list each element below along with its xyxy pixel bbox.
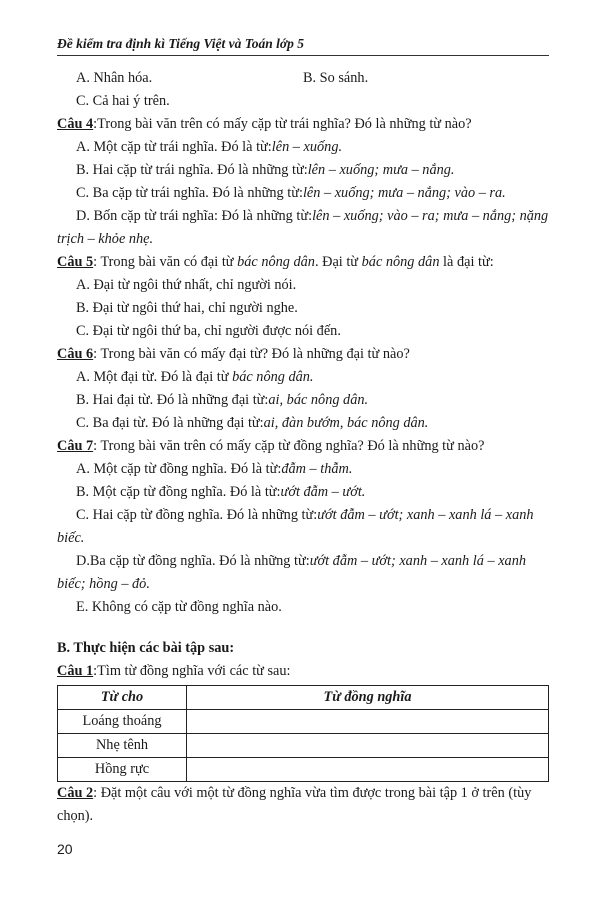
- given-word-cell: Nhẹ tênh: [58, 734, 187, 758]
- synonym-table: [57, 685, 549, 782]
- question-label: Câu 4: [57, 116, 94, 132]
- exercise-2: Câu 2: Đặt một câu với một từ đồng nghĩa vừa tìm được trong bài tập 1 ở trên (tùy chọn).: [57, 785, 532, 824]
- q7-option-c: C. Hai cặp từ đồng nghĩa. Đó là những từ:ướt đẫm – ướt; xanh – xanh lá – xanh biếc.: [57, 507, 534, 546]
- q5-option-b: B. Đại từ ngôi thứ hai, chỉ người nghe.: [76, 300, 298, 316]
- page-number: 20: [57, 841, 73, 857]
- given-word-cell: Hồng rực: [58, 758, 187, 782]
- q3-option-c: C. Cả hai ý trên.: [76, 93, 170, 109]
- q4-option-c: C. Ba cặp từ trái nghĩa. Đó là những từ:lên – xuống; mưa – nắng; vào – ra.: [76, 185, 506, 201]
- synonym-answer-cell: [187, 710, 549, 734]
- header-given-word: Từ cho: [58, 686, 187, 710]
- table-row: [58, 758, 549, 782]
- q3-option-a: A. Nhân hóa.: [76, 70, 153, 86]
- page-content: [57, 67, 549, 828]
- section-b-title: B. Thực hiện các bài tập sau:: [57, 640, 235, 656]
- q6-option-c: C. Ba đại từ. Đó là những đại từ:ai, đàn bướm, bác nông dân.: [76, 415, 429, 431]
- given-word-cell: Loáng thoáng: [58, 710, 187, 734]
- q3-option-b: B. So sánh.: [303, 70, 369, 86]
- q3-options-row: [57, 67, 549, 90]
- question-7: Câu 7: Trong bài văn trên có mấy cặp từ đồng nghĩa? Đó là những từ nào?: [57, 438, 485, 454]
- synonym-answer-cell: [187, 734, 549, 758]
- q7-option-e: E. Không có cặp từ đồng nghĩa nào.: [76, 599, 282, 615]
- question-4: [57, 113, 549, 136]
- exercise-1: Câu 1:Tìm từ đồng nghĩa với các từ sau:: [57, 663, 291, 679]
- q4-option-a: A. Một cặp từ trái nghĩa. Đó là từ:lên – xuống.: [76, 139, 343, 155]
- q4-option-d: D. Bốn cặp từ trái nghĩa: Đó là những từ:lên – xuống; vào – ra; mưa – nắng; nặng trịch – khỏe nhẹ.: [57, 208, 549, 247]
- question-5: Câu 5: Trong bài văn có đại từ bác nông dân. Đại từ bác nông dân là đại từ:: [57, 254, 494, 270]
- table-header-row: [58, 686, 549, 710]
- q6-option-a: A. Một đại từ. Đó là đại từ bác nông dân.: [76, 369, 314, 385]
- q4-option-b: B. Hai cặp từ trái nghĩa. Đó là những từ:lên – xuống; mưa – nắng.: [76, 162, 455, 178]
- running-header: Đề kiểm tra định kì Tiếng Việt và Toán lớp 5: [57, 36, 549, 56]
- q5-option-c: C. Đại từ ngôi thứ ba, chỉ người được nói đến.: [76, 323, 341, 339]
- header-synonym: Từ đồng nghĩa: [187, 686, 549, 710]
- question-6: Câu 6: Trong bài văn có mấy đại từ? Đó là những đại từ nào?: [57, 346, 410, 362]
- q7-option-b: B. Một cặp từ đồng nghĩa. Đó là từ:ướt đẫm – ướt.: [76, 484, 366, 500]
- q5-option-a: A. Đại từ ngôi thứ nhất, chỉ người nói.: [76, 277, 297, 293]
- q6-option-b: B. Hai đại từ. Đó là những đại từ:ai, bác nông dân.: [76, 392, 369, 408]
- q7-option-d: D.Ba cặp từ đồng nghĩa. Đó là những từ:ướt đẫm – ướt; xanh – xanh lá – xanh biếc; hồng – đỏ.: [57, 553, 526, 592]
- synonym-answer-cell: [187, 758, 549, 782]
- question-text: :Trong bài văn trên có mấy cặp từ trái nghĩa? Đó là những từ nào?: [93, 116, 472, 132]
- table-row: [58, 710, 549, 734]
- q7-option-a: A. Một cặp từ đồng nghĩa. Đó là từ:đẫm – thẫm.: [76, 461, 353, 477]
- table-row: [58, 734, 549, 758]
